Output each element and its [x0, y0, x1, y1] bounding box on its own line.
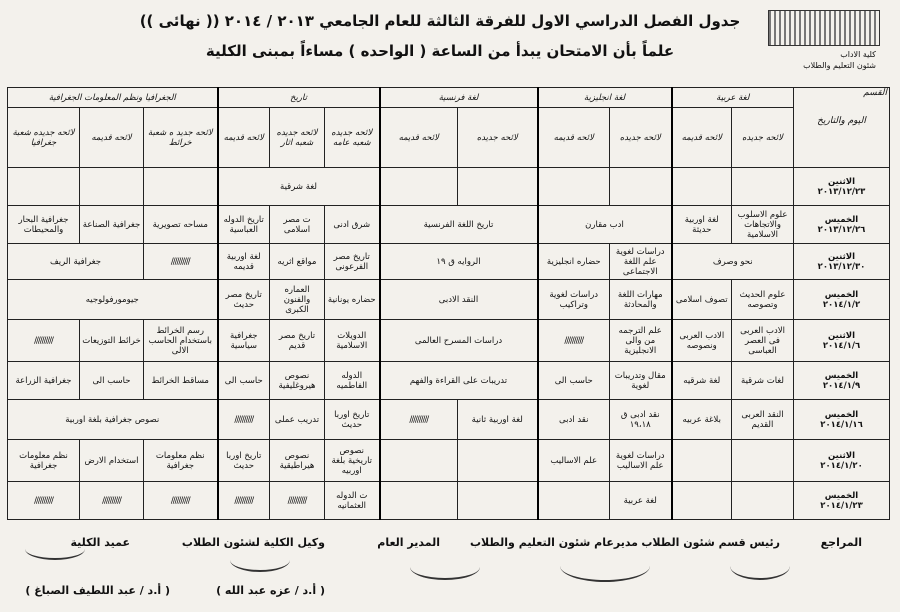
cell: ////////// — [380, 400, 458, 440]
cell: نقد ادبى ق ١٩،١٨ — [610, 400, 672, 440]
cell — [458, 168, 538, 206]
day-name: الاثنين — [828, 176, 856, 187]
cell: رسم الخرائط باستخدام الحاسب الالى — [144, 320, 218, 362]
cell: الدوله الفاطميه — [325, 362, 380, 400]
cell: نصوص هيراطيقية — [270, 440, 325, 482]
cell: نحو وصرف — [672, 244, 794, 280]
cell: جغرافية الريف — [8, 244, 144, 280]
cell: العماره والفنون الكبرى — [270, 280, 325, 320]
cell: تاريخ اوربا حديث — [325, 400, 380, 440]
dept-head-label: رئيس قسم شئون الطلاب — [641, 536, 780, 549]
cell: ت الدوله العثمانيه — [325, 482, 380, 520]
day-date: ٢٠١٤/١/٩ — [822, 380, 861, 391]
cell: نظم معلومات جغرافية — [144, 440, 218, 482]
cell: مقال وتدريبات لغوية — [610, 362, 672, 400]
page-title: جدول الفصل الدراسي الاول للفرقة الثالثة للعام الجامعي ٢٠١٣ / ٢٠١٤ (( نهائى )) — [139, 12, 741, 30]
vice-dean-name: ( أ.د / عزه عبد الله ) — [216, 584, 325, 597]
cell: حاسب الى — [80, 362, 144, 400]
cell — [672, 440, 732, 482]
cell: مساقط الخرائط — [144, 362, 218, 400]
cell — [538, 168, 610, 206]
cell: ////////// — [144, 482, 218, 520]
day-date: ٢٠١٤/١/٢٠ — [820, 460, 863, 471]
day-name: الاثنين — [828, 330, 856, 341]
table-row — [8, 440, 890, 482]
cell: لغة عربية — [610, 482, 672, 520]
cell: ////////// — [80, 482, 144, 520]
sub-hi-old: لائحه قديمه — [218, 108, 270, 168]
cell — [538, 482, 610, 520]
cell: ////////// — [218, 482, 270, 520]
cell — [732, 482, 794, 520]
signature-scrawl — [560, 550, 650, 582]
sub-en-old: لائحه قديمه — [538, 108, 610, 168]
cell: ////////// — [8, 482, 80, 520]
table-row — [8, 320, 890, 362]
cell: الادب العربى فى العصر العباسى — [732, 320, 794, 362]
cell: علوم الحديث وتصوصه — [732, 280, 794, 320]
cell — [80, 168, 144, 206]
header-geography: الجغرافيا ونظم المعلومات الجغرافية — [8, 88, 218, 108]
cell: استخدام الارض — [80, 440, 144, 482]
cell: علم الاساليب — [538, 440, 610, 482]
day-date-label: اليوم والتاريخ — [817, 116, 866, 126]
cell: دراسات لغوية علم الاساليب — [610, 440, 672, 482]
day-name: الخميس — [824, 409, 859, 420]
schedule-table — [7, 87, 890, 520]
cell: نقد ادبى — [538, 400, 610, 440]
cell: تاريخ الدوله العباسية — [218, 206, 270, 244]
day-cell — [794, 320, 890, 362]
sub-hi-antiq: لائحه جديده شعبه اثار — [270, 108, 325, 168]
cell — [380, 168, 458, 206]
cell: تصوف اسلامى — [672, 280, 732, 320]
signature-scrawl — [25, 538, 85, 560]
cell: لغة اوربية قديمه — [218, 244, 270, 280]
sub-ge-old: لائحه قديمه — [80, 108, 144, 168]
cell: دراسات لغوية علم اللغة الاجتماعى — [610, 244, 672, 280]
cell: دراسات المسرح العالمى — [380, 320, 538, 362]
day-cell — [794, 280, 890, 320]
cell: تدريب عملى — [270, 400, 325, 440]
cell: الروايه ق ١٩ — [380, 244, 538, 280]
cell: حضاره يونانية — [325, 280, 380, 320]
cell: لغة اوربية حديثة — [672, 206, 732, 244]
day-cell — [794, 440, 890, 482]
cell: لغة شرقيه — [672, 362, 732, 400]
table-row — [8, 280, 890, 320]
cell: مهارات اللغة والمحادثة — [610, 280, 672, 320]
cell: ادب مقارن — [538, 206, 672, 244]
cell: لغات شرقية — [732, 362, 794, 400]
day-cell — [794, 244, 890, 280]
day-cell — [794, 362, 890, 400]
cell: مواقع اثريه — [270, 244, 325, 280]
day-date: ٢٠١٣/١٢/٢٦ — [817, 224, 866, 235]
table-subheader-row — [8, 108, 890, 168]
day-name: الخميس — [824, 289, 859, 300]
reviewer-label: المراجع — [820, 536, 862, 549]
cell: نصوص جغرافية بلغة اوربية — [8, 400, 218, 440]
header-english: لغة انجليزية — [538, 88, 672, 108]
sub-fr-old: لائحه قديمه — [380, 108, 458, 168]
day-name: الاثنين — [828, 450, 856, 461]
table-row — [8, 482, 890, 520]
cell: ////////// — [538, 320, 610, 362]
cell — [732, 168, 794, 206]
cell: حاسب الى — [538, 362, 610, 400]
cell — [380, 440, 458, 482]
gm-label: المدير العام — [377, 536, 440, 549]
cell — [672, 482, 732, 520]
sub-hi-general: لائحه جديده شعبه عامه — [325, 108, 380, 168]
day-name: الخميس — [824, 370, 859, 381]
cell: علوم الاسلوب والاتجاهات الاسلامية — [732, 206, 794, 244]
cell: ////////// — [270, 482, 325, 520]
cell: تاريخ مصر حديث — [218, 280, 270, 320]
cell: جغرافية البحار والمحيطات — [8, 206, 80, 244]
table-header-row — [8, 88, 890, 108]
cell: تاريخ مصر قديم — [270, 320, 325, 362]
cell: الادب العربى ونصوصه — [672, 320, 732, 362]
signature-scrawl — [230, 548, 290, 572]
cell: النقد العربى القديم — [732, 400, 794, 440]
page-subtitle: علماً بأن الامتحان يبدأ من الساعة ( الواحده ) مساءاً بمبنى الكلية — [205, 42, 675, 60]
day-date: ٢٠١٤/١/٢٣ — [820, 500, 863, 511]
cell — [610, 168, 672, 206]
logo-line-2: شئون التعليم والطلاب — [803, 61, 876, 70]
day-cell — [794, 168, 890, 206]
cell: علم الترجمه من والى الانجليزية — [610, 320, 672, 362]
cell: جغرافية الصناعة — [80, 206, 144, 244]
cell: ت مصر اسلامى — [270, 206, 325, 244]
sub-en-new: لائحه جديده — [610, 108, 672, 168]
cell: بلاغة عربيه — [672, 400, 732, 440]
dean-label: عميد الكلية — [70, 536, 130, 549]
sub-fr-new: لائحه جديده — [458, 108, 538, 168]
day-cell — [794, 482, 890, 520]
cell: ////////// — [144, 244, 218, 280]
cell: جغرافية الزراعة — [8, 362, 80, 400]
cell: لغة شرقية — [218, 168, 380, 206]
cell — [458, 482, 538, 520]
gm-edu-label: مديرعام شئون التعليم والطلاب — [470, 536, 638, 549]
table-row — [8, 168, 890, 206]
header-french: لغة فرنسية — [380, 88, 538, 108]
cell — [672, 168, 732, 206]
cell: ////////// — [8, 320, 80, 362]
cell: دراسات لغوية وتراكيب — [538, 280, 610, 320]
sub-ar-old: لائحه قديمه — [672, 108, 732, 168]
cell: نظم معلومات جغرافية — [8, 440, 80, 482]
cell: نصوص تاريخية بلغة اوربيه — [325, 440, 380, 482]
cell: تاريخ اللغة الفرنسية — [380, 206, 538, 244]
table-row — [8, 206, 890, 244]
building-emblem-icon — [768, 10, 880, 46]
cell: مساحه تصويرية — [144, 206, 218, 244]
cell: النقد الادبى — [380, 280, 538, 320]
day-date: ٢٠١٣/١٢/٣٠ — [817, 261, 866, 272]
cell: تدريبات على القراءة والفهم — [380, 362, 538, 400]
table-row — [8, 400, 890, 440]
cell: حضاره انجليزية — [538, 244, 610, 280]
sub-ge-new: لائحه جديده شعبة جغرافيا — [8, 108, 80, 168]
day-date: ٢٠١٤/١/٦ — [822, 340, 861, 351]
cell: نصوص هيروغليفية — [270, 362, 325, 400]
dean-name: ( أ.د / عبد اللطيف الصباغ ) — [25, 584, 170, 597]
day-cell — [794, 400, 890, 440]
cell — [144, 168, 218, 206]
cell: تاريخ مصر الفرعونى — [325, 244, 380, 280]
cell: خرائط التوزيعات — [80, 320, 144, 362]
cell — [458, 440, 538, 482]
vice-dean-label: وكيل الكلية لشئون الطلاب — [181, 536, 325, 549]
section-day-header — [794, 88, 890, 168]
table-row — [8, 244, 890, 280]
signature-scrawl — [410, 554, 480, 580]
day-name: الاثنين — [828, 251, 856, 262]
sub-ge-maps: لائحه جديد ه شعبة خرائط — [144, 108, 218, 168]
section-label: القسم — [863, 88, 888, 98]
cell: شرق ادنى — [325, 206, 380, 244]
day-date: ٢٠١٤/١/٢ — [822, 299, 861, 310]
sub-ar-new: لائحه جديده — [732, 108, 794, 168]
day-date: ٢٠١٣/١٢/٢٣ — [817, 186, 866, 197]
cell: ////////// — [218, 400, 270, 440]
cell — [380, 482, 458, 520]
signature-footer — [0, 528, 900, 612]
signature-scrawl — [730, 552, 790, 580]
day-name: الخميس — [824, 214, 859, 225]
cell: حاسب الى — [218, 362, 270, 400]
header-arabic: لغة عربية — [672, 88, 794, 108]
cell: جغرافية سياسية — [218, 320, 270, 362]
logo-line-1: كلية الاداب — [840, 50, 876, 59]
cell: لغة اوربية ثانية — [458, 400, 538, 440]
table-row — [8, 362, 890, 400]
day-name: الخميس — [824, 490, 859, 501]
faculty-logo — [768, 8, 888, 74]
cell: الدويلات الاسلامية — [325, 320, 380, 362]
cell: تاريخ اوربا حديث — [218, 440, 270, 482]
cell — [732, 440, 794, 482]
cell — [8, 168, 80, 206]
header-history: تاريخ — [218, 88, 380, 108]
cell: جيومورفولوجيه — [8, 280, 218, 320]
day-date: ٢٠١٤/١/١٦ — [820, 419, 863, 430]
day-cell — [794, 206, 890, 244]
